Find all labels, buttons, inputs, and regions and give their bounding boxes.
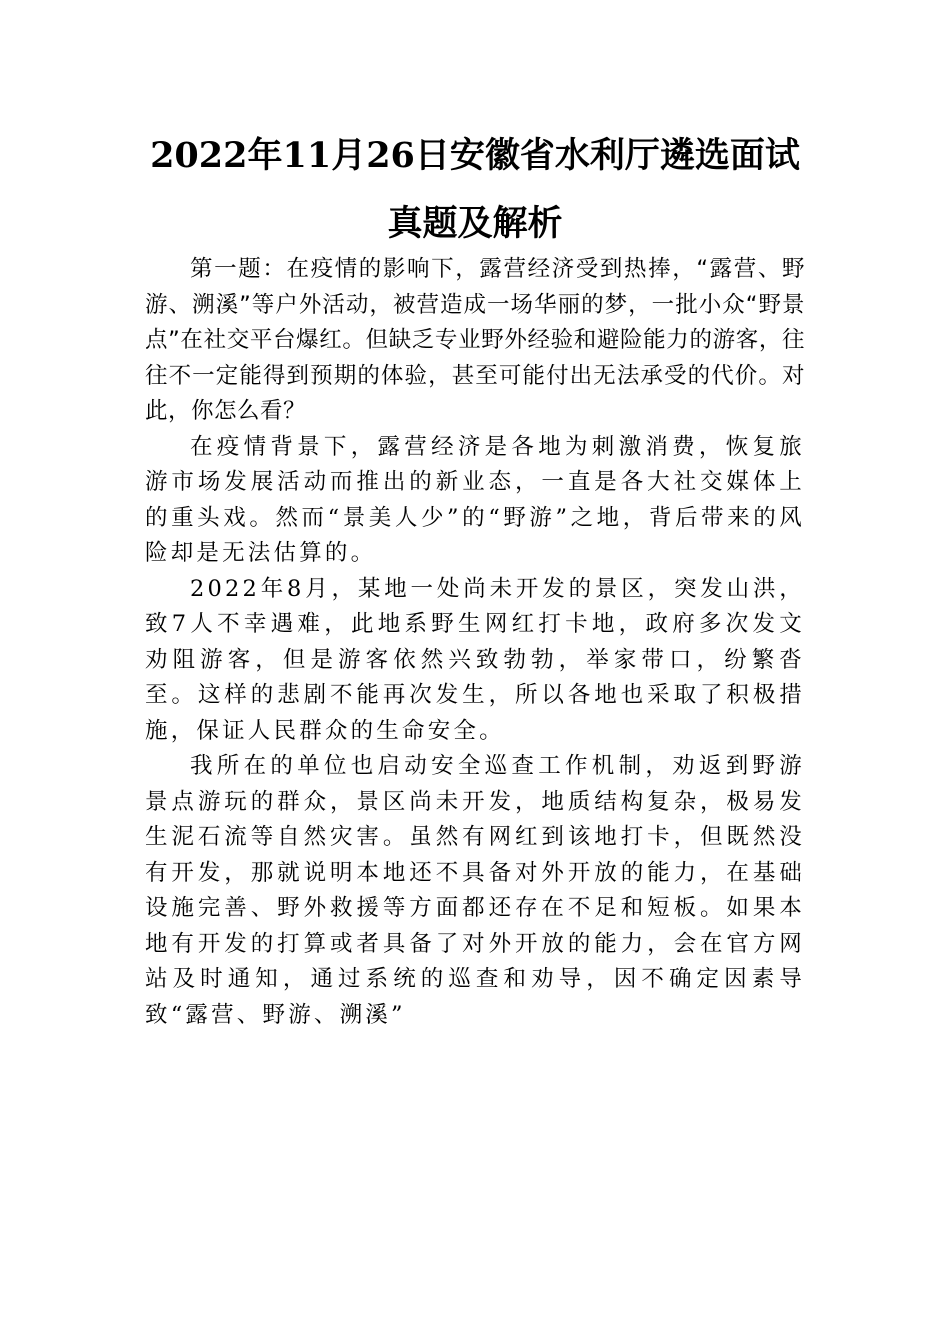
document-title-line-1: 2022年11月26日安徽省水利厅遴选面试 <box>150 135 800 176</box>
answer-paragraph-3: 我所在的单位也启动安全巡查工作机制，劝返到野游景点游玩的群众，景区尚未开发，地质结构复杂，极易发生泥石流等自然灾害。虽然有网红到该地打卡，但既然没有开发，那就说明本地还不具备对外开放的能力，在基础设施完善、野外救援等方面都还存在不足和短板。如果本地有开发的打算或者具备了对外开放的能力，会在官方网站及时通知，通过系统的巡查和劝导，因不确定因素导致“露营、野游、溯溪” <box>145 753 805 1028</box>
answer-paragraph-2: 2022年8月，某地一处尚未开发的景区，突发山洪，致7人不幸遇难，此地系野生网红打卡地，政府多次发文劝阻游客，但是游客依然兴致勃勃，举家带口，纷繁沓至。这样的悲剧不能再次发生，所以各地也采取了积极措施，保证人民群众的生命安全。 <box>145 575 805 744</box>
answer-paragraph-1: 在疫情背景下，露营经济是各地为刺激消费，恢复旅游市场发展活动而推出的新业态，一直是各大社交媒体上的重头戏。然而“景美人少”的“野游”之地，背后带来的风险却是无法估算的。 <box>145 433 805 566</box>
document-title-line-2: 真题及解析 <box>387 203 563 244</box>
document-body <box>145 252 805 1033</box>
question-paragraph: 第一题：在疫情的影响下，露营经济受到热捧，“露营、野游、溯溪”等户外活动，被营造成一场华丽的梦，一批小众“野景点”在社交平台爆红。但缺乏专业野外经验和避险能力的游客，往往不一定能得到预期的体验，甚至可能付出无法承受的代价。对此，你怎么看？ <box>145 256 805 424</box>
